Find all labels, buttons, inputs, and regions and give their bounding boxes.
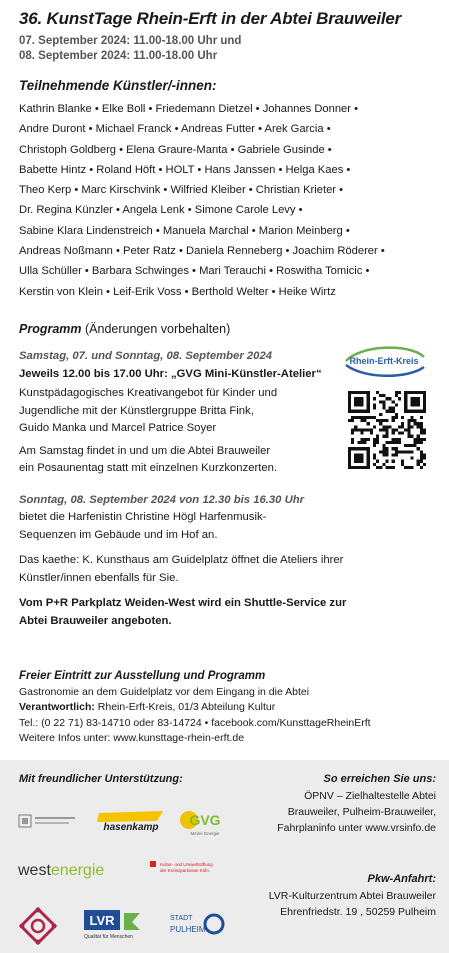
car-directions <box>269 888 436 920</box>
gastronomy-line: Gastronomie an dem Guidelplatz vor dem Eingang in die Abtei <box>19 685 310 698</box>
stadt-pulheim-logo <box>166 908 226 942</box>
header-section <box>19 8 439 302</box>
sunday-desc-2: Sequenzen im Gebäude und im Hof an. <box>19 528 218 541</box>
program-heading <box>19 322 439 336</box>
artists-line: Andreas Noßmann • Peter Ratz • Daniela Renneberg • Joachim Röderer • <box>19 245 385 258</box>
artists-line: Christoph Goldberg • Elena Graure-Manta • Gabriele Gusinde • <box>19 143 332 156</box>
saturday-desc-1: Kunstpädagogisches Kreativangebot für Kinder und <box>19 387 278 399</box>
artists-line: Theo Kerp • Marc Kirschvink • Wilfried Kleiber • Christian Krieter • <box>19 184 344 197</box>
support-footer <box>0 760 449 953</box>
qr-code-icon[interactable] <box>348 391 426 469</box>
responsible-label: Verantwortlich: <box>19 701 95 713</box>
svg-text:westenergie <box>18 862 104 879</box>
saturday-more-1: Am Samstag findet in und um die Abtei Brauweiler <box>19 444 271 457</box>
info-section <box>19 669 439 747</box>
rek-logo-text: Rhein-Erft-Kreis <box>349 356 419 366</box>
saturday-desc-3: Guido Manka und Marcel Patrice Soyer <box>19 422 217 434</box>
directions-heading: So erreichen Sie uns: <box>323 773 436 785</box>
westenergie-text-a: west <box>18 862 51 879</box>
hasenkamp-logo <box>95 809 167 833</box>
sunday-block <box>19 492 439 631</box>
artists-line: Kerstin von Klein • Leif-Erik Voss • Berthold Welter • Heike Wirtz <box>19 285 336 298</box>
rhein-erft-kreis-logo <box>340 343 428 379</box>
gvg-logo <box>177 806 229 838</box>
artists-line: Dr. Regina Künzler • Angela Lenk • Simone Carole Levy • <box>19 204 303 217</box>
car-line-1: LVR-Kulturzentrum Abtei Brauweiler <box>268 890 436 902</box>
shuttle-line-2: Abtei Brauweiler angeboten. <box>19 614 172 627</box>
saturday-heading: Samstag, 07. und Sonntag, 08. September 2024 <box>19 350 273 362</box>
pulheim-text-2: PULHEIM <box>170 925 206 934</box>
kaethe-line-1: Das kaethe: K. Kunsthaus am Guidelplatz öffnet die Ateliers ihrer <box>19 554 344 566</box>
car-line-2: Ehrenfriedstr. 19 , 50259 Pulheim <box>280 906 436 918</box>
lvr-logo <box>84 910 150 940</box>
responsible-value: Rhein-Erft-Kreis, 01/3 Abteilung Kultur <box>94 701 276 713</box>
stiftung-line-2: der Kreissparkasse Köln <box>160 868 209 873</box>
artists-line: Babette Hintz • Roland Höft • HOLT • Hans Janssen • Helga Kaes • <box>19 163 351 176</box>
artists-line: Kathrin Blanke • Elke Boll • Friedemann Dietzel • Johannes Donner • <box>19 103 359 115</box>
free-entry-heading: Freier Eintritt zur Ausstellung und Programm <box>19 670 266 682</box>
event-dates <box>19 34 439 64</box>
gvg-text: GVG <box>189 812 221 828</box>
website-line[interactable]: Weitere Infos unter: www.kunsttage-rhein-erft.de <box>19 732 245 744</box>
shuttle-line-1: Vom P+R Parkplatz Weiden-West wird ein Shuttle-Service zur <box>19 597 347 609</box>
lvr-text: LVR <box>89 913 115 928</box>
gvg-subtext: Meine Energie <box>190 831 220 836</box>
sunday-desc-1: bietet die Harfenistin Christine Högl Harfenmusik- <box>19 511 267 523</box>
telephone-line[interactable]: Tel.: (0 22 71) 83-14710 oder 83-14724 • facebook.com/KunsttageRheinErft <box>19 716 371 729</box>
lvr-subtext: Qualität für Menschen <box>84 934 133 940</box>
westenergie-logo <box>18 859 128 881</box>
saturday-desc-2: Jugendliche mit der Künstlergruppe Britta Fink, <box>19 404 254 417</box>
program-note: (Änderungen vorbehalten) <box>81 322 231 336</box>
date-line-1: 07. September 2024: 11.00-18.00 Uhr und <box>19 35 242 47</box>
responsible-line <box>19 700 439 716</box>
date-line-2: 08. September 2024: 11.00-18.00 Uhr <box>19 50 218 62</box>
stiftung-line-1: Kultur- und Umweltstiftung <box>160 862 213 867</box>
support-heading: Mit freundlicher Unterstützung: <box>19 773 183 785</box>
page-title: 36. KunstTage Rhein-Erft in der Abtei Brauweiler <box>19 9 402 28</box>
ornament-logo-icon <box>18 906 58 946</box>
transit-line-2: Brauweiler, Pulheim-Brauweiler, <box>287 806 436 818</box>
westenergie-text-b: energie <box>50 862 105 879</box>
artists-heading: Teilnehmende Künstler/-innen: <box>19 78 217 93</box>
car-heading: Pkw-Anfahrt: <box>367 873 436 885</box>
artists-line: Ulla Schüller • Barbara Schwinges • Mari Terauchi • Roswitha Tomicic • <box>19 265 370 278</box>
artists-list <box>19 99 439 302</box>
sunday-heading: Sonntag, 08. September 2024 von 12.30 bis 16.30 Uhr <box>19 493 305 506</box>
transit-line-3[interactable]: Fahrplaninfo unter www.vrsinfo.de <box>277 822 436 834</box>
artists-line: Sabine Klara Lindenstreich • Manuela Marchal • Marion Meinberg • <box>19 224 350 237</box>
saturday-more-2: ein Posaunentag statt mit einzelnen Kurzkonzerten. <box>19 462 278 474</box>
hasenkamp-text: hasenkamp <box>103 822 159 833</box>
artists-line: Andre Duront • Michael Franck • Andreas Futter • Arek Garcia • <box>19 123 331 136</box>
saturday-event: Jeweils 12.00 bis 17.00 Uhr: „GVG Mini-Künstler-Atelier“ <box>19 367 322 380</box>
bank-logo <box>18 810 80 832</box>
transit-directions <box>277 788 436 836</box>
kaethe-line-2: Künstler/innen ebenfalls für Sie. <box>19 571 179 584</box>
pulheim-text-1: STADT <box>170 915 193 922</box>
transit-line-1: ÖPNV – Zielhaltestelle Abtei <box>304 790 436 802</box>
program-title: Programm <box>19 322 82 336</box>
sparkasse-stiftung-logo <box>150 860 232 882</box>
